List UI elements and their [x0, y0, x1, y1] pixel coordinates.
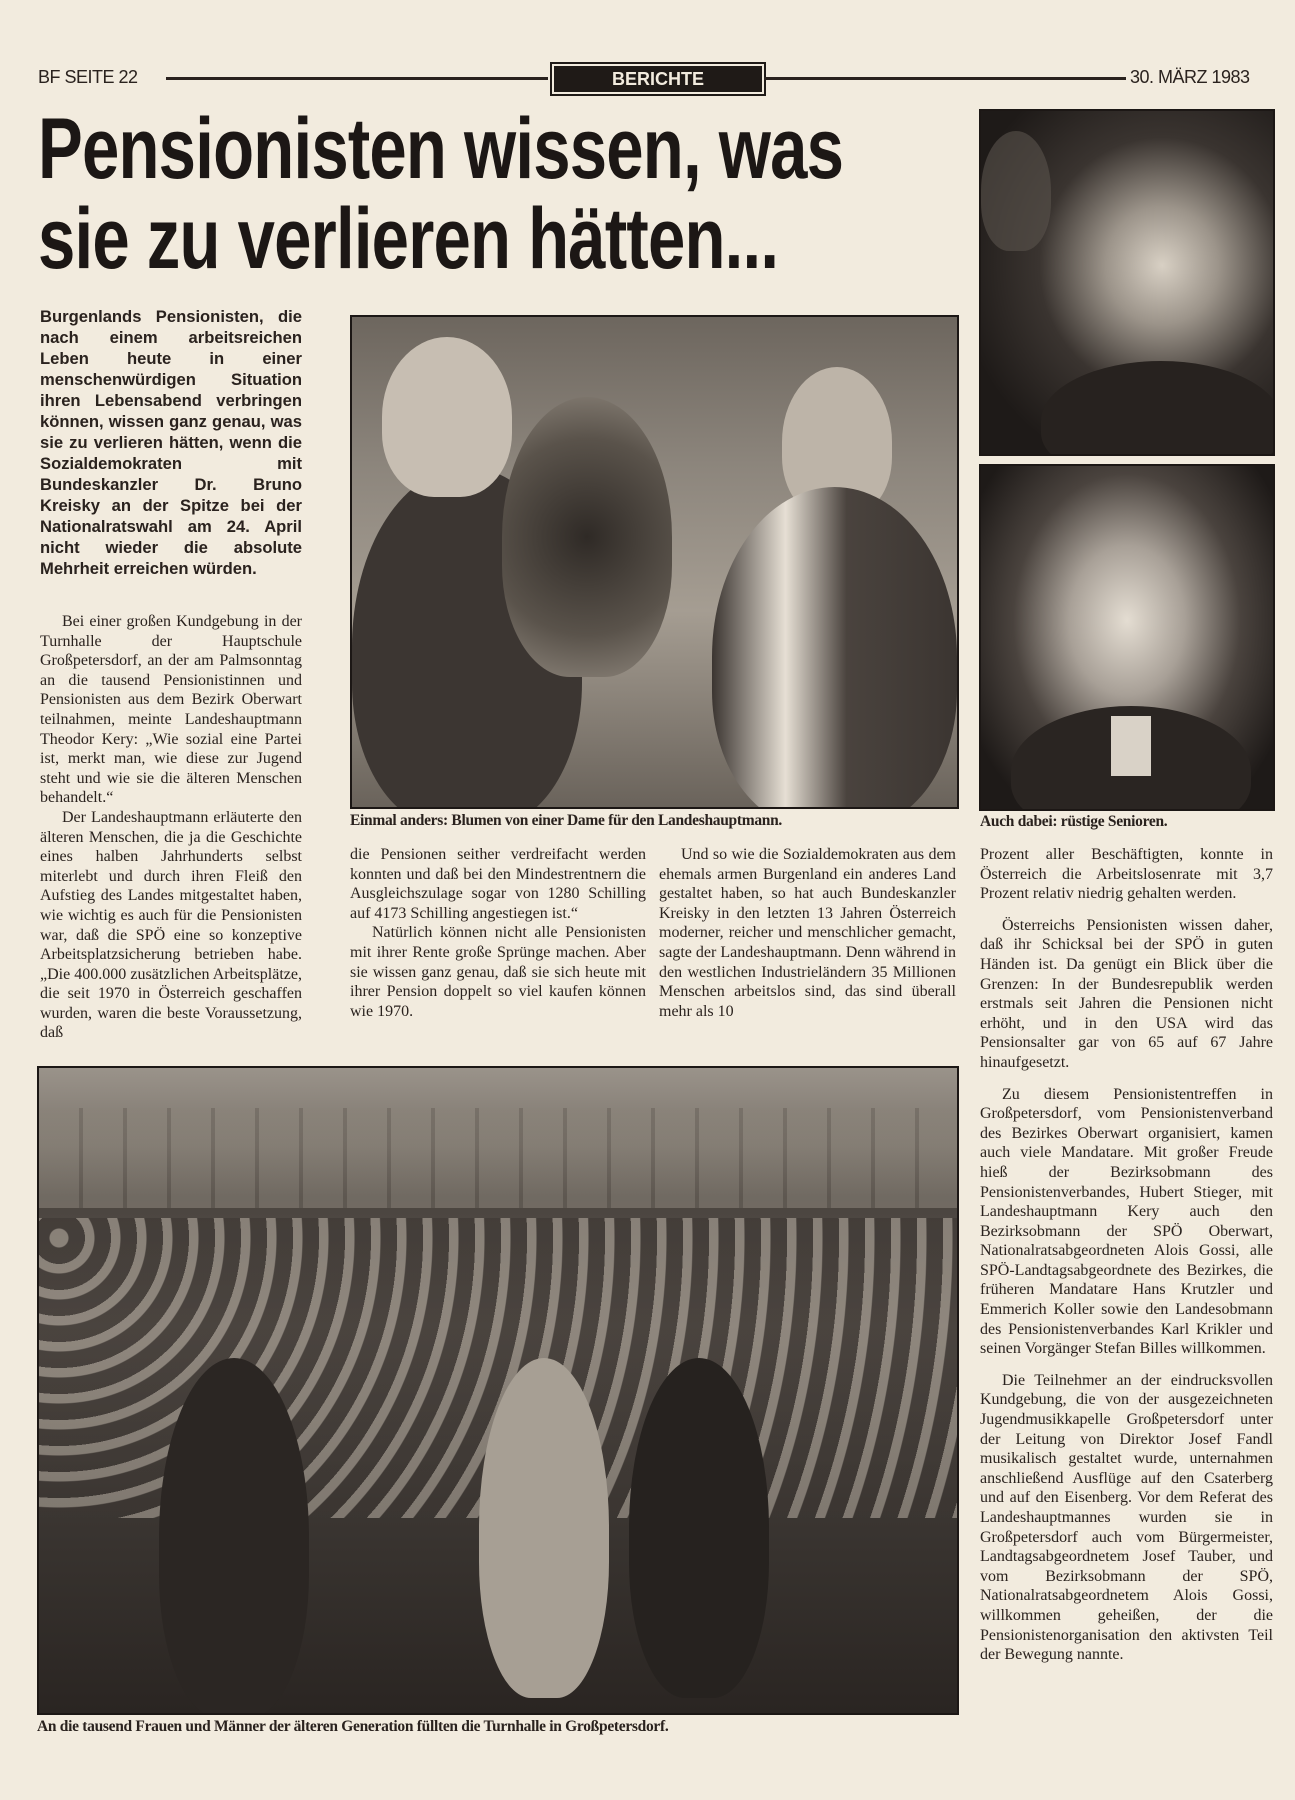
photo-flower-presentation	[350, 315, 959, 809]
article-column-1	[40, 612, 302, 1043]
seated-woman	[479, 1358, 609, 1698]
headline-line-2: sie zu verlieren hätten...	[38, 191, 779, 287]
portrait-photo-elderly-man-1	[979, 109, 1275, 456]
coat	[1041, 361, 1275, 456]
paragraph: Österreichs Pensionisten wissen daher, daß ihr Schicksal bei der SPÖ in guten Händen ist. Da genügt ein Blick über die Grenzen: In der Bundesrepublik werden erstmals seit Jahren die Pensionen nicht erhöht, und in den USA wird das Pensionsalter gar von 65 auf 67 Jahre hinaufgesetzt.	[980, 916, 1273, 1071]
paragraph: Natürlich können nicht alle Pensionisten mit ihrer Rente große Sprünge machen. Aber sie wissen ganz genau, daß sie sich heute mit ihrer Pension doppelt so viel kaufen können wie 1970.	[350, 924, 646, 1020]
issue-date: 30. MÄRZ 1983	[1130, 67, 1250, 87]
paragraph: Prozent aller Beschäftigten, konnte in Österreich die Arbeitslosenrate mit 3,7 Prozent relativ niedrig gehalten werden.	[980, 846, 1273, 903]
seated-man-front	[629, 1358, 769, 1698]
caption-seniors: Auch dabei: rüstige Senioren.	[980, 813, 1168, 830]
portrait-photo-elderly-man-2	[979, 464, 1275, 811]
page-number: BF SEITE 22	[38, 67, 138, 87]
article-column-2	[350, 845, 646, 1021]
article-column-3	[659, 845, 956, 1021]
shirt-collar	[1111, 716, 1151, 776]
seated-man	[159, 1358, 309, 1715]
man-head	[382, 337, 512, 497]
caption-flowers: Einmal anders: Blumen von einer Dame für den Landeshauptmann.	[350, 812, 782, 829]
paragraph: Bei einer großen Kundgebung in der Turnhalle der Hauptschule Großpetersdorf, an der am Palmsonntag an die tausend Pensionistinnen und Pensionisten aus dem Bezirk Oberwart teilnahmen, meinte Landeshauptmann Theodor Kery: „Wie sozial eine Partei ist, merkt man, wie diese zur Jugend steht und wie sie die älteren Menschen behandelt.“	[40, 613, 302, 807]
paragraph: Der Landeshauptmann erläuterte den älteren Menschen, die ja die Geschichte eines halben Jahrhunderts selbst miterlebt und durch ihren Fleiß den Aufstieg des Landes mitgestaltet haben, wie wichtig es auch für die Pensionisten war, daß die SPÖ eine so konzeptive Arbeitsplatzsicherung betrieben habe. „Die 400.000 zusätzlichen Arbeitsplätze, die seit 1970 in Österreich geschaffen wurden, waren die beste Voraussetzung, daß	[40, 808, 302, 1042]
paragraph: Die Teilnehmer an der eindrucksvollen Kundgebung, die von der ausgezeichneten Jugendmusikkapelle Großpetersdorf unter der Leitung von Direktor Josef Fandl musikalisch gestaltet wurde, unternahmen anschließend Ausflüge auf den Csaterberg und auf den Eisenberg. Vor dem Referat des Landeshauptmannes wurden sie in Großpetersdorf auch vom Bürgermeister, Landtagsabgeordnetem Josef Tauber, und vom Bezirksobmann der SPÖ, Nationalratsabgeordnetem Alois Gossi, willkommen geheißen, der die Pensionistenorganisation den aktivsten Teil der Bewegung nannte.	[980, 1371, 1273, 1664]
caption-hall: An die tausend Frauen und Männer der älteren Generation füllten die Turnhalle in Großpetersdorf.	[37, 1718, 669, 1735]
photo-gym-hall-audience	[37, 1066, 959, 1715]
paragraph: Zu diesem Pensionistentreffen in Großpetersdorf, vom Pensionistenverband des Bezirkes Oberwart organisiert, kamen auch viele Mandatare. Mit großer Freude hieß der Bezirksobmann des Pensionistenverbandes, Hubert Stieger, mit Landeshauptmann Kery auch den Bezirksobmann der SPÖ Oberwart, Nationalratsabgeordneten Alois Gossi, alle SPÖ-Landtagsabgeordnete des Bezirkes, die früheren Mandatare Hans Krutzler und Emmerich Koller sowie den Landesobmann des Pensionistenverbandes Karl Krikler und seinen Vorgänger Stefan Billes willkommen.	[980, 1085, 1273, 1358]
flower-bouquet	[502, 397, 672, 677]
hall-wall	[39, 1108, 957, 1208]
paragraph: die Pensionen seither verdreifacht werden konnten und daß bei den Mindestrentnern die Ausgleichszulage sogar von 1280 Schilling auf 4173 Schilling angestiegen ist.“	[350, 846, 646, 922]
woman-dress	[712, 487, 957, 809]
section-rubric: BERICHTE	[550, 62, 766, 96]
headline-line-1: Pensionisten wissen, was	[38, 101, 844, 197]
background-person	[981, 131, 1051, 251]
article-lead: Burgenlands Pensionisten, die nach einem arbeitsreichen Leben heute in einer menschenwürdigen Situation ihren Lebensabend verbringen können, wissen ganz genau, was sie zu verlieren hätten, wenn die Sozialdemokraten mit Bundeskanzler Dr. Bruno Kreisky an der Spitze bei der Nationalratswahl am 24. April nicht wieder die absolute Mehrheit erreichen würden.	[40, 307, 302, 578]
paragraph: Und so wie die Sozialdemokraten aus dem ehemals armen Burgenland ein anderes Land gestaltet haben, so hat auch Bundeskanzler Kreisky in den letzten 13 Jahren Österreich moderner, reicher und menschlicher gemacht, sagte der Landeshauptmann. Denn während in den westlichen Industrieländern 35 Millionen Menschen arbeitslos sind, das sind überall mehr als 10	[659, 846, 956, 1020]
article-column-4	[980, 845, 1273, 1665]
header-rule-right	[764, 77, 1126, 80]
header-rule-left	[166, 77, 548, 80]
